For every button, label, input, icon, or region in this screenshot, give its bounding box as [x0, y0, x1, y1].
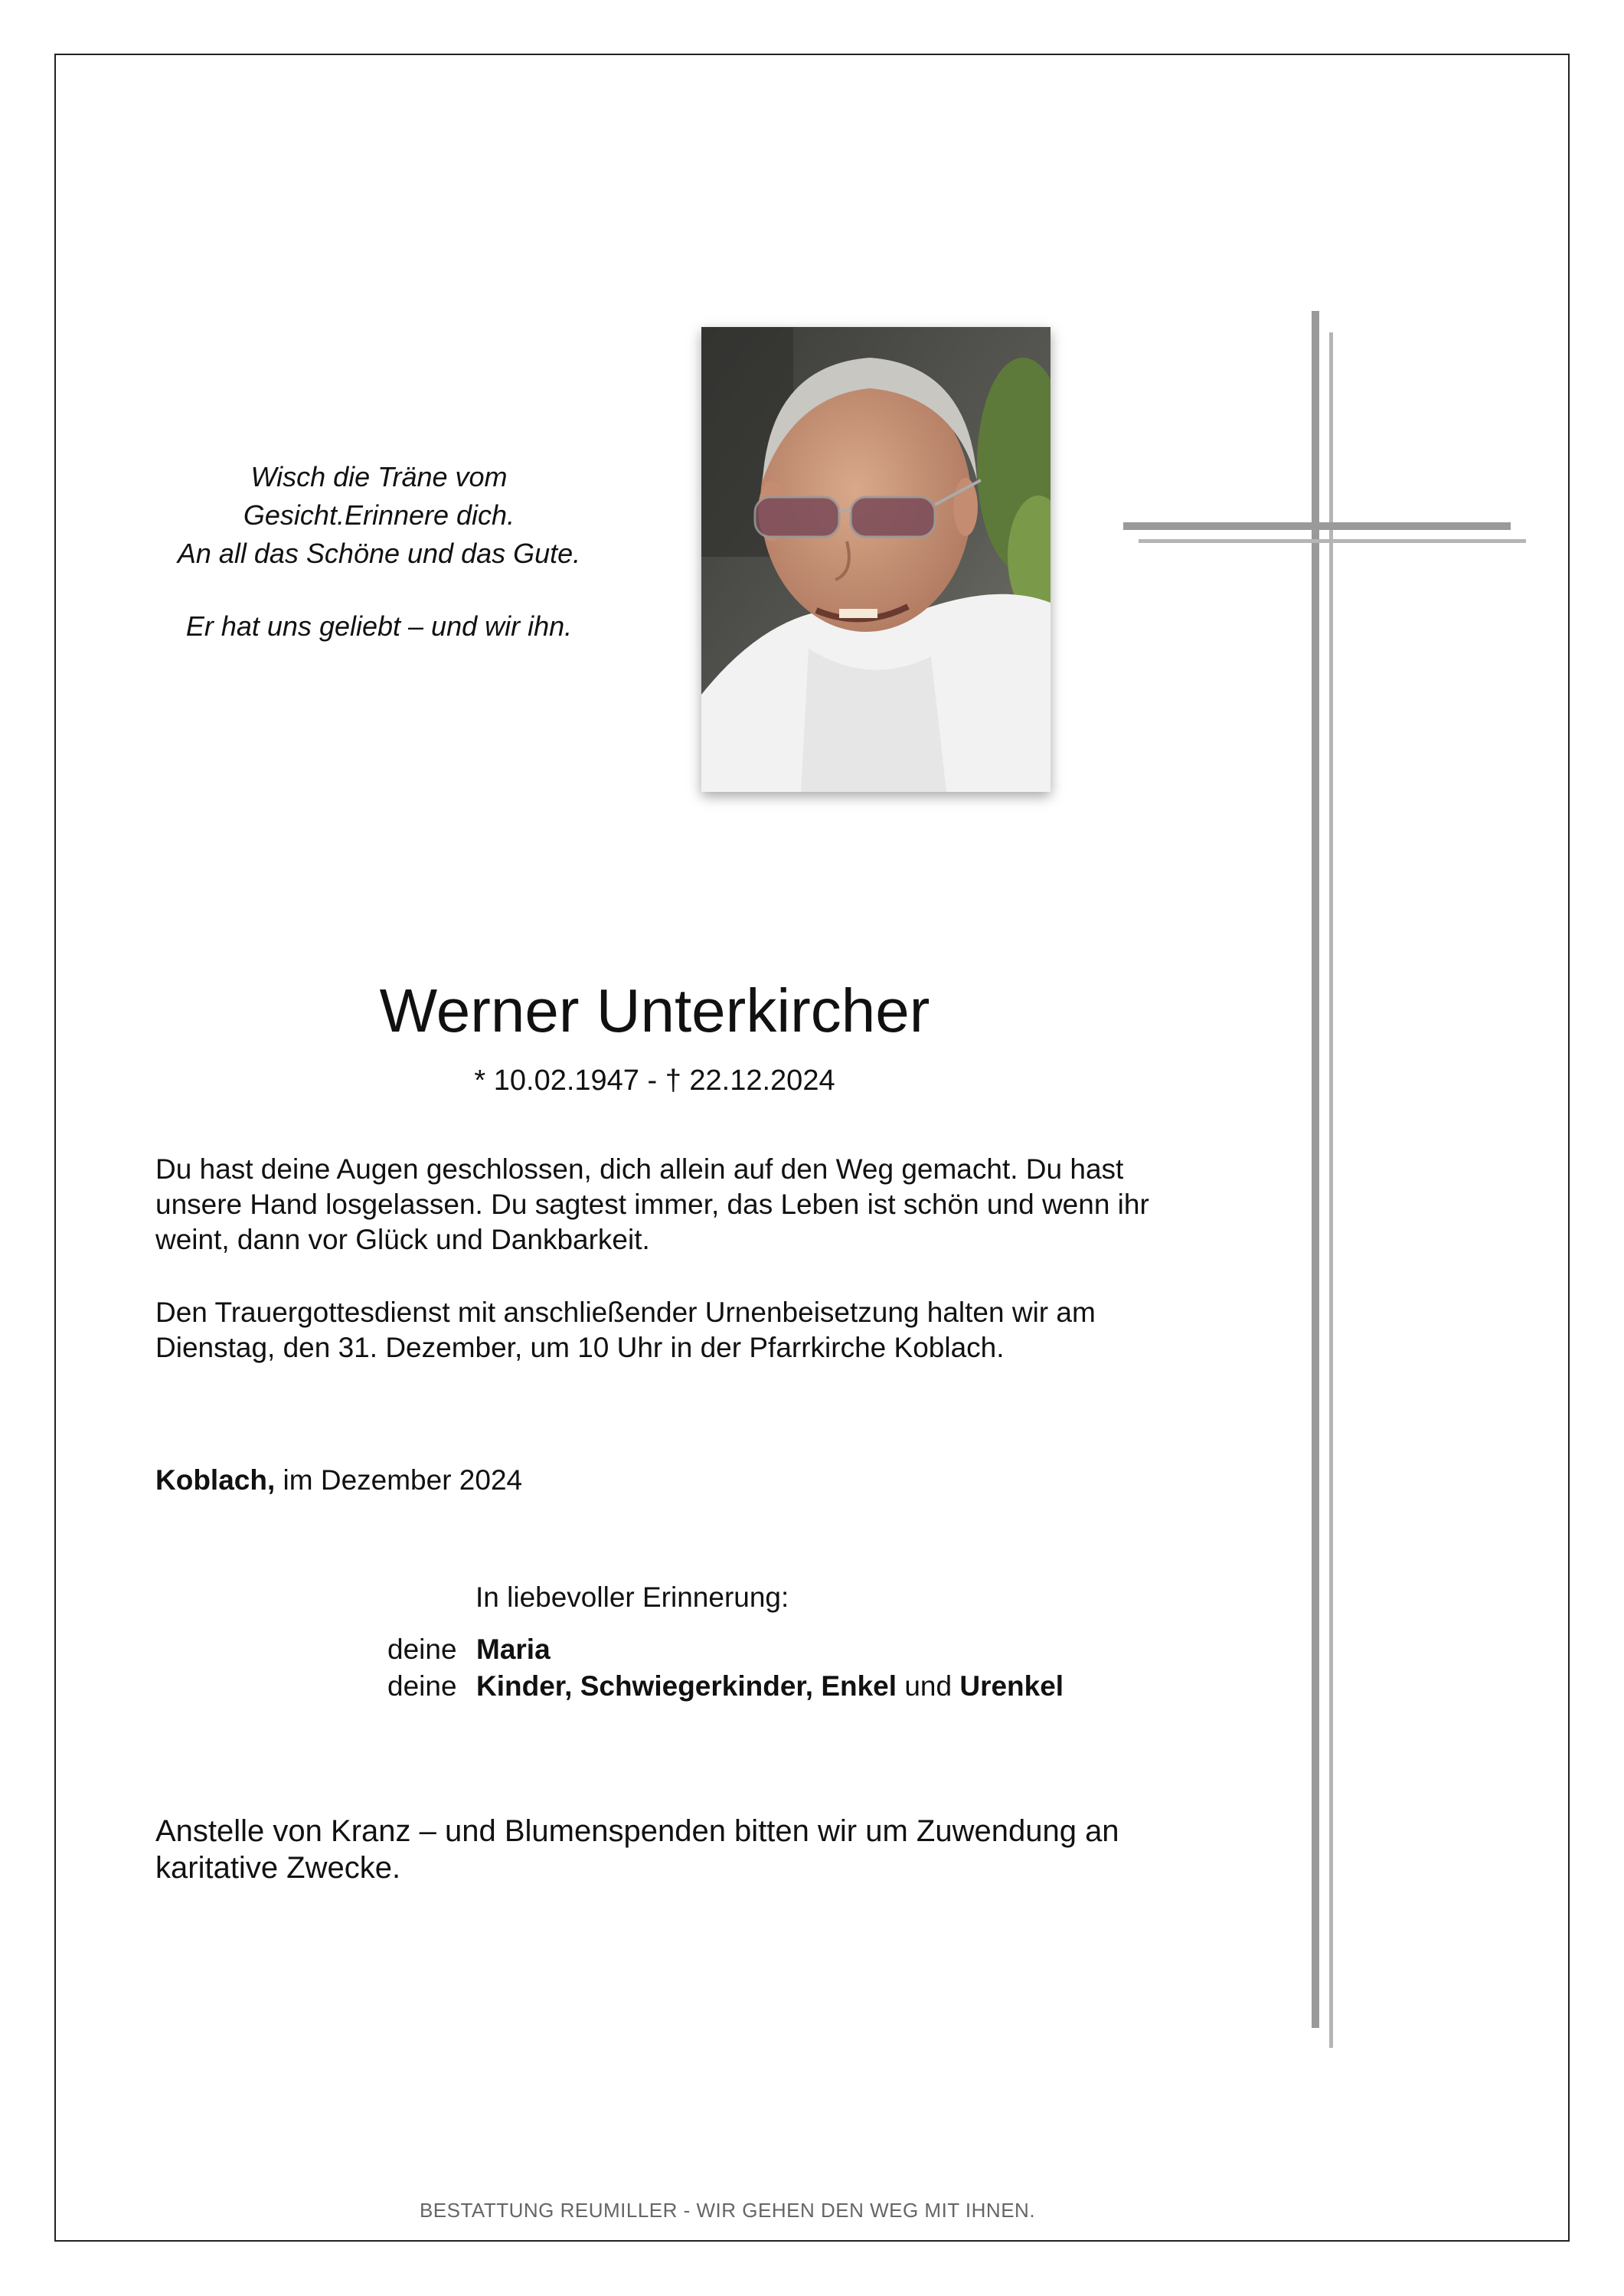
poem-line: An all das Schöne und das Gute.	[177, 538, 581, 569]
donation-note: Anstelle von Kranz – und Blumenspenden bitten wir um Zuwendung an karitative Zwecke.	[155, 1814, 1119, 1885]
poem-closing: Er hat uns geliebt – und wir ihn.	[185, 610, 573, 642]
mourner-row	[387, 1631, 551, 1668]
mourner-names: Kinder, Schwiegerkinder, Enkel	[476, 1670, 897, 1702]
memory-heading: In liebevoller Erinnerung:	[475, 1581, 789, 1613]
funeral-home-footer: BESTATTUNG REUMILLER - WIR GEHEN DEN WEG MIT IHNEN.	[419, 2199, 1036, 2222]
mourner-prefix: deine	[387, 1634, 457, 1665]
memorial-poem	[130, 458, 628, 646]
place-and-date	[155, 1463, 522, 1498]
service-paragraph: Den Trauergottesdienst mit anschließender Urnenbeisetzung halten wir am Dienstag, den 31. Dezember, um 10 Uhr in der Pfarrkirche Koblach.	[155, 1297, 1096, 1363]
mourner-row	[387, 1668, 1064, 1705]
deceased-name: Werner Unterkircher	[379, 976, 930, 1045]
cross-vertical-line	[1329, 332, 1333, 2048]
poem-line: Wisch die Träne vom	[250, 461, 508, 492]
cross-horizontal-bar	[1123, 522, 1511, 530]
life-dates: * 10.02.1947 - † 22.12.2024	[474, 1065, 835, 1097]
cross-horizontal-line	[1139, 539, 1526, 543]
cross-vertical-bar	[1312, 311, 1319, 2028]
poem-line: Gesicht.Erinnere dich.	[243, 499, 515, 531]
mourner-name: Maria	[476, 1634, 551, 1665]
mourner-prefix: deine	[387, 1670, 457, 1702]
portrait-photo	[701, 327, 1051, 792]
mourner-names-last: Urenkel	[959, 1670, 1064, 1702]
place-town: Koblach,	[155, 1464, 276, 1496]
place-date: im Dezember 2024	[283, 1464, 523, 1496]
mourner-joiner: und	[904, 1670, 953, 1702]
farewell-paragraph: Du hast deine Augen geschlossen, dich allein auf den Weg gemacht. Du hast unsere Hand losgelassen. Du sagtest immer, das Leben ist schön und wenn ihr weint, dann vor Glück und Dankbarkeit.	[155, 1153, 1149, 1255]
